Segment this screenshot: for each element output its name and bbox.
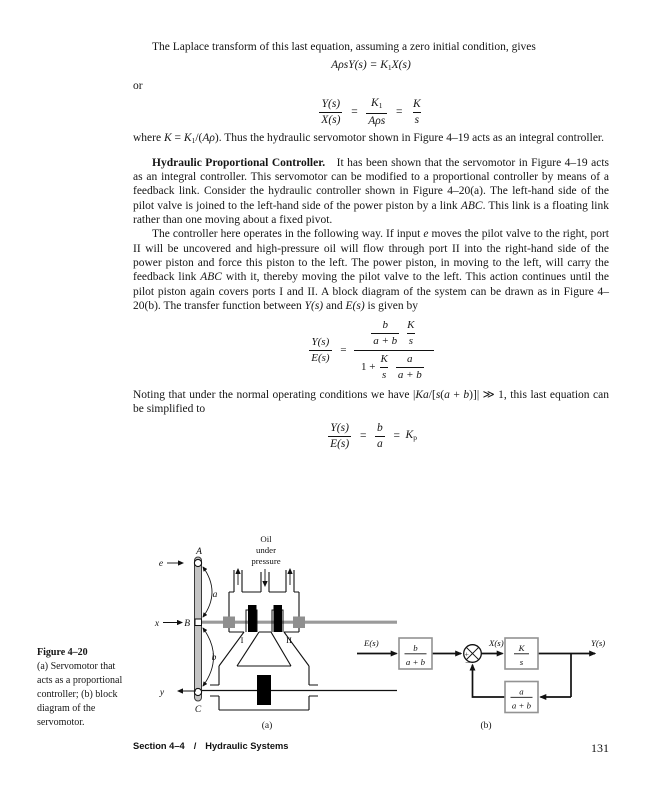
text-column bbox=[133, 40, 609, 456]
footer-chapter-title: Hydraulic Systems bbox=[205, 741, 289, 751]
figure-caption-line: servomotor. bbox=[37, 716, 85, 728]
connecting-pipes bbox=[219, 632, 309, 666]
fraction-k-s-num: $\frac{K}{s}$ bbox=[407, 319, 415, 348]
or-connector: or bbox=[133, 80, 143, 93]
big-fraction-denominator: 1 + $\frac{K}{s}$ $\frac{a}{a + b}$ bbox=[354, 350, 434, 382]
block3-numerator: a bbox=[519, 686, 524, 697]
label-y: y bbox=[159, 688, 165, 698]
figure-b-tag: (b) bbox=[480, 721, 492, 731]
big-fraction-numerator bbox=[361, 319, 426, 350]
figure-caption-line: acts as a proportional bbox=[37, 674, 123, 686]
input-signal-label: E(s) bbox=[364, 638, 379, 648]
figure-caption bbox=[37, 646, 141, 729]
footer-section-number: Section 4–4 bbox=[133, 741, 185, 751]
power-piston bbox=[257, 675, 271, 705]
equation-transfer-es: $\frac{Y(s)}{E(s)}$ = $\frac{b}{a + b}$ $\frac{K}{s}$ 1 + $\frac{K}{s}$ $\frac{a}{a + b}$ bbox=[133, 319, 609, 382]
equation-laplace bbox=[133, 59, 609, 74]
link-bar bbox=[195, 557, 202, 701]
oil-label-line1: Oil bbox=[260, 534, 272, 544]
port-two-label: II bbox=[286, 635, 292, 645]
minus-sign: − bbox=[465, 657, 470, 668]
fraction-ys-es: $\frac{Y(s)}{E(s)}$ bbox=[311, 336, 330, 365]
equation-simplified: $\frac{Y(s)}{E(s)}$ = $\frac{b}{a}$ = $K_p$ bbox=[330, 421, 417, 450]
block2-numerator: K bbox=[518, 643, 525, 653]
block2-denominator: s bbox=[519, 656, 524, 667]
pivot-c bbox=[194, 688, 201, 695]
oil-label-line2: under bbox=[255, 545, 277, 555]
fraction-k-s-den: $\frac{K}{s}$ bbox=[380, 353, 388, 382]
spool-cap-right bbox=[293, 617, 305, 629]
big-fraction bbox=[354, 319, 434, 382]
paragraph-noting: Noting that under the normal operating conditions we have |Ka/[s(a + b)]| ≫ 1, this last equation can be simplified to bbox=[133, 389, 609, 416]
fraction-ys-xs: $\frac{Y(s)}{X(s)}$ bbox=[321, 97, 341, 126]
spool-cap-left bbox=[223, 617, 235, 629]
page-number: 131 bbox=[591, 741, 609, 755]
figure-caption-line: controller; (b) block bbox=[37, 688, 118, 700]
label-a: a bbox=[212, 590, 218, 600]
label-b: b bbox=[211, 653, 217, 663]
fraction-b-ab: $\frac{b}{a + b}$ bbox=[373, 319, 398, 348]
figure-a-tag: (a) bbox=[261, 721, 273, 731]
page-footer bbox=[133, 741, 609, 756]
label-C: C bbox=[194, 705, 202, 715]
oil-label-line3: pressure bbox=[251, 556, 281, 566]
spool-land-right bbox=[274, 605, 283, 632]
fraction-b-a: $\frac{b}{a}$ bbox=[377, 421, 383, 450]
port-one-label: I bbox=[240, 635, 244, 645]
paragraph-operation: The controller here operates in the following way. If input e moves the pilot valve to the right, port II will be uncovered and high-pressure oil will flow through port II into the right-hand side of the power piston and force this piston to the left. The power piston, in moving to the left, will carry the feedback link ABC with it, thereby moving the pilot valve to the left. This action continues until the pilot piston again covers ports I and II. A block diagram of the system can be drawn as in Figure 4–20(b). The transfer function between Y(s) and E(s) is given by bbox=[133, 228, 610, 312]
footer-separator: / bbox=[193, 741, 197, 751]
dimension-arc-a bbox=[203, 567, 212, 617]
fraction-k1-aps: $\frac{K_1}{\text{Aρs}}$ bbox=[368, 96, 386, 127]
output-signal-label: Y(s) bbox=[591, 638, 606, 648]
feedback-line-to-sum bbox=[473, 666, 506, 697]
kp-symbol: $K_p$ bbox=[405, 428, 417, 442]
figure-caption-line: diagram of the bbox=[37, 702, 96, 714]
label-A: A bbox=[196, 547, 202, 557]
label-B: B bbox=[184, 619, 190, 629]
figure-caption-title: Figure 4–20 bbox=[37, 647, 88, 658]
block1-denominator: a + b bbox=[405, 656, 426, 667]
figure-caption-line: (a) Servomotor that bbox=[37, 660, 116, 672]
x-signal-label: X(s) bbox=[489, 638, 504, 648]
block-diagram bbox=[355, 628, 653, 733]
fraction-a-ab: $\frac{a}{a + b}$ bbox=[397, 353, 422, 382]
paragraph-where: where $K = K_1/(A\rho)$. Thus the hydraulic servomotor shown in Figure 4–19 acts as an integral controller. bbox=[133, 131, 604, 145]
paragraph-heading-proportional: Hydraulic Proportional Controller. It has been shown that the servomotor in Figure 4–19 acts as an integral controller. This servomotor can be modified to a proportional controller by means of a feedback link. Consider the hydraulic controller shown in Figure 4–20(a). The left-hand side of the pilot valve is joined to the left-hand side of the power piston by a link ABC. This link is a floating link rather than one moving about a fixed pivot. bbox=[133, 156, 609, 227]
pivot-a bbox=[194, 559, 201, 566]
label-x: x bbox=[154, 619, 160, 629]
fraction-ys-es-2: $\frac{Y(s)}{E(s)}$ bbox=[330, 421, 350, 450]
spool-land-left bbox=[248, 605, 257, 632]
fraction-k-s: $\frac{K}{s}$ bbox=[413, 97, 421, 126]
plus-sign: + bbox=[464, 649, 469, 659]
block1-numerator: b bbox=[413, 643, 418, 653]
paragraph-laplace: The Laplace transform of this last equation, assuming a zero initial condition, gives bbox=[152, 41, 536, 53]
pivot-b bbox=[195, 619, 202, 626]
footer-section bbox=[133, 741, 297, 751]
equation-laplace-body: $A\rho sY(s) = K_1X(s)$ bbox=[331, 59, 411, 73]
equation-transfer-xs: $\frac{Y(s)}{X(s)}$ = $\frac{K_1}{\text{Aρs}}$ = $\frac{K}{s}$ bbox=[321, 96, 421, 127]
label-e: e bbox=[158, 559, 164, 569]
block3-denominator: a + b bbox=[511, 700, 532, 711]
